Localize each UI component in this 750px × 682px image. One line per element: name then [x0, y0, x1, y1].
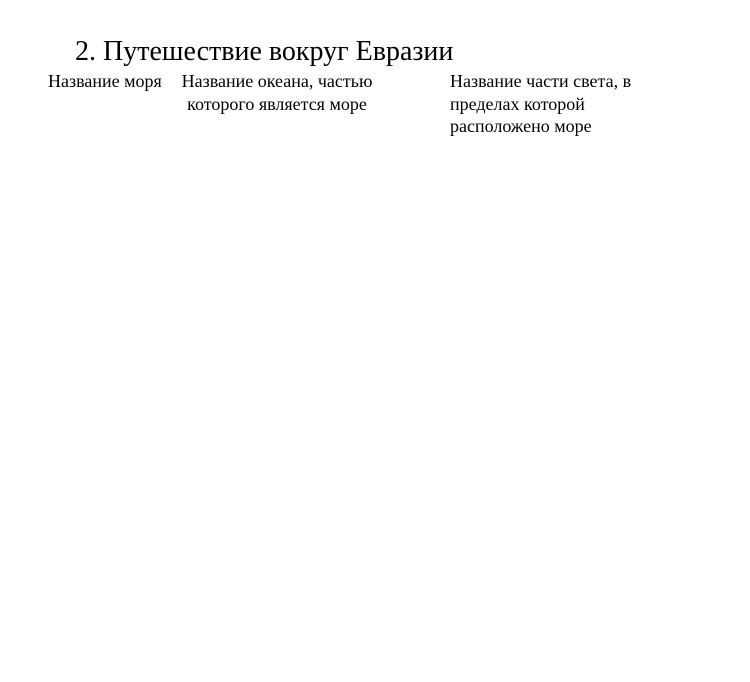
column-header-world-part: Название части света, в пределах которой расположено море [450, 71, 632, 136]
column-header-ocean-name: Название океана, частью которого является море [181, 71, 373, 114]
page-title: 2. Путешествие вокруг Евразии [75, 36, 454, 67]
table-header-row [0, 70, 750, 150]
column-header-sea-name: Название моря [48, 71, 162, 91]
